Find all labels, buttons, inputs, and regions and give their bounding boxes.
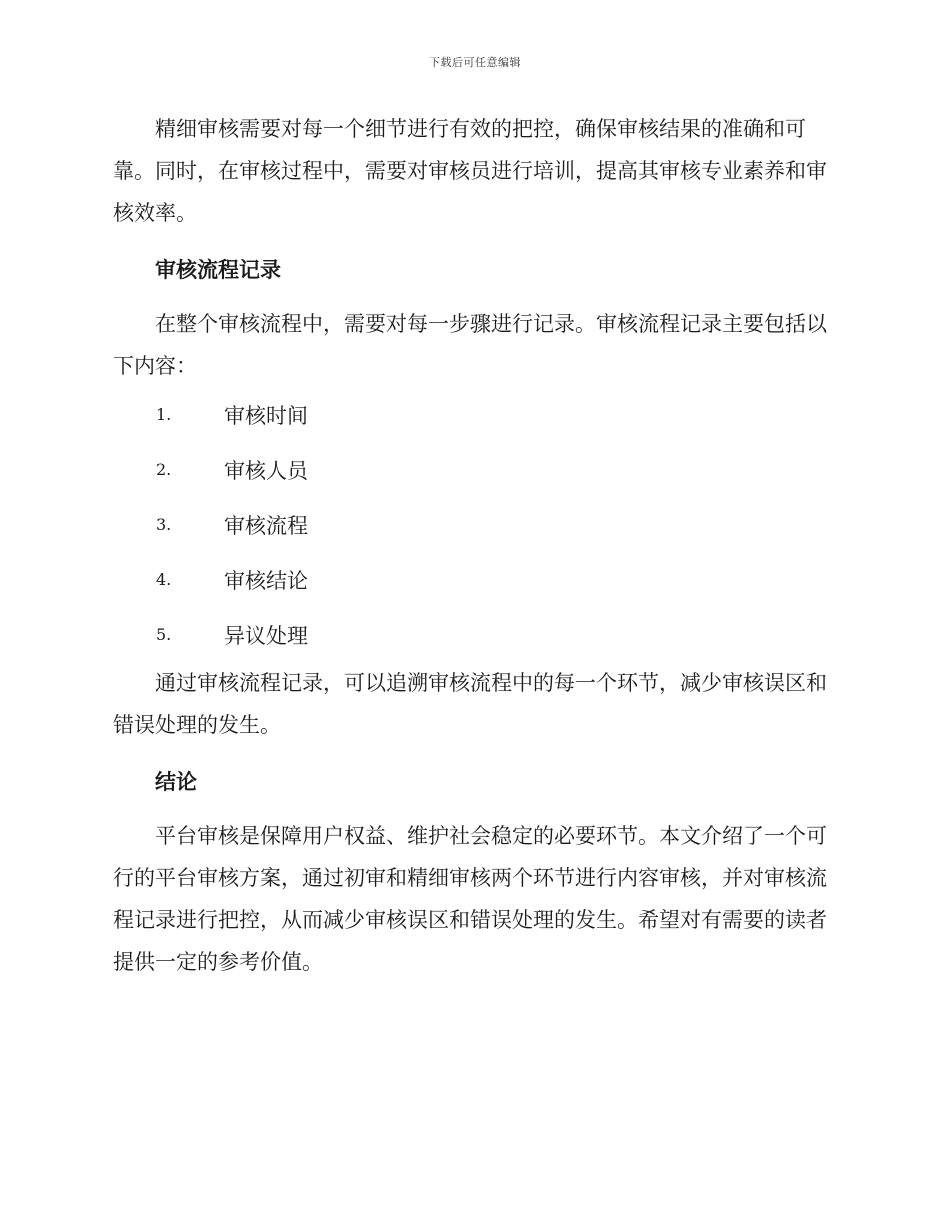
record-paragraph: 在整个审核流程中，需要对每一步骤进行记录。审核流程记录主要包括以下内容： (113, 312, 827, 378)
spacer (113, 746, 833, 761)
spacer (113, 803, 833, 815)
list-item (113, 552, 833, 607)
record-summary-paragraph: 通过审核流程记录，可以追溯审核流程中的每一个环节，减少审核误区和错误处理的发生。 (113, 671, 827, 737)
list-item-text: 审核结论 (224, 568, 308, 593)
page-header: 下载后可任意编辑 (429, 56, 521, 69)
list-item-number: 2. (156, 460, 172, 479)
spacer (113, 234, 833, 249)
list-item-number: 5. (156, 625, 172, 644)
list-item-number: 4. (156, 570, 172, 589)
list-item (113, 387, 833, 442)
record-items-list (113, 387, 833, 662)
list-item-text: 异议处理 (224, 623, 308, 648)
list-item-text: 审核时间 (224, 403, 308, 428)
list-item-text: 审核流程 (224, 513, 308, 538)
section-heading-record: 审核流程记录 (155, 258, 281, 282)
list-item (113, 497, 833, 552)
list-item-number: 1. (156, 405, 172, 424)
list-item (113, 607, 833, 662)
list-item-text: 审核人员 (224, 458, 308, 483)
list-item-number: 3. (156, 515, 172, 534)
document-body (113, 108, 833, 983)
spacer (113, 291, 833, 303)
conclusion-paragraph: 平台审核是保障用户权益、维护社会稳定的必要环节。本文介绍了一个可行的平台审核方案，通过初审和精细审核两个环节进行内容审核，并对审核流程记录进行把控，从而减少审核误区和错误处理的发生。希望对有需要的读者提供一定的参考价值。 (113, 824, 827, 974)
section-heading-conclusion: 结论 (155, 770, 197, 794)
list-item (113, 442, 833, 497)
intro-paragraph: 精细审核需要对每一个细节进行有效的把控，确保审核结果的准确和可靠。同时，在审核过程中，需要对审核员进行培训，提高其审核专业素养和审核效率。 (113, 117, 827, 225)
